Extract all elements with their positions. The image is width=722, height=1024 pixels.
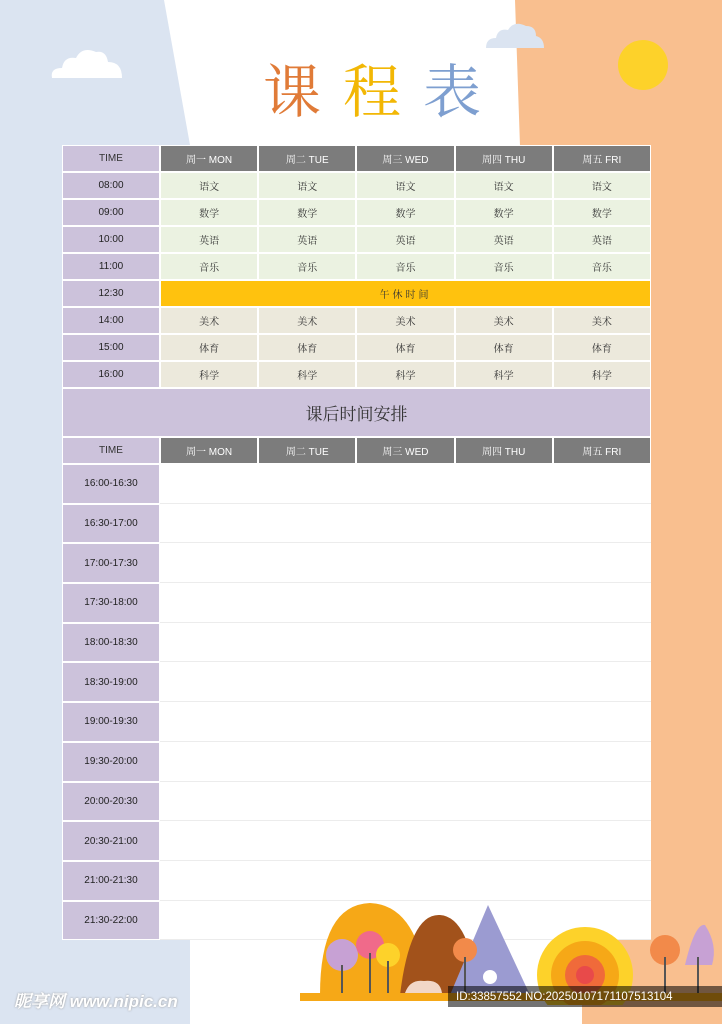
after-school-title: 课后时间安排 [62, 388, 651, 437]
subject-cell: 数学 [553, 199, 651, 226]
page-title [0, 45, 722, 129]
slot-time-cell: 20:30-21:00 [62, 821, 160, 861]
slot-cell[interactable] [160, 782, 258, 822]
subject-cell: 音乐 [356, 253, 454, 280]
subject-cell: 体育 [160, 334, 258, 361]
title-char: 表 [423, 58, 504, 126]
slot-cell[interactable] [356, 543, 454, 583]
subject-cell: 英语 [258, 226, 356, 253]
slot-cell[interactable] [455, 662, 553, 702]
header-day: 周二 TUE [258, 437, 356, 464]
slot-cell[interactable] [160, 901, 258, 941]
header-time: TIME [62, 437, 160, 464]
slot-cell[interactable] [356, 464, 454, 504]
slot-cell[interactable] [356, 782, 454, 822]
time-cell: 15:00 [62, 334, 160, 361]
tree-icon [685, 925, 714, 965]
slot-cell[interactable] [356, 702, 454, 742]
slot-cell[interactable] [258, 702, 356, 742]
slot-cell[interactable] [455, 742, 553, 782]
slot-cell[interactable] [553, 464, 651, 504]
time-cell: 14:00 [62, 307, 160, 334]
subject-cell: 数学 [160, 199, 258, 226]
slot-cell[interactable] [455, 782, 553, 822]
header-day: 周五 FRI [553, 145, 651, 172]
subject-cell: 体育 [258, 334, 356, 361]
watermark-site: 昵享网 www.nipic.cn [14, 992, 178, 1011]
after-school-table [62, 437, 651, 940]
subject-cell: 语文 [553, 172, 651, 199]
slot-cell[interactable] [553, 504, 651, 544]
subject-cell: 语文 [258, 172, 356, 199]
subject-cell: 英语 [455, 226, 553, 253]
slot-cell[interactable] [455, 464, 553, 504]
slot-cell[interactable] [455, 702, 553, 742]
subject-cell: 英语 [356, 226, 454, 253]
slot-time-cell: 17:00-17:30 [62, 543, 160, 583]
flower-icon [483, 970, 497, 984]
slot-cell[interactable] [455, 504, 553, 544]
subject-cell: 科学 [160, 361, 258, 388]
slot-time-cell: 19:30-20:00 [62, 742, 160, 782]
slot-cell[interactable] [455, 543, 553, 583]
subject-cell: 数学 [258, 199, 356, 226]
slot-cell[interactable] [160, 861, 258, 901]
slot-cell[interactable] [356, 504, 454, 544]
slot-cell[interactable] [258, 543, 356, 583]
slot-cell[interactable] [553, 543, 651, 583]
slot-cell[interactable] [160, 662, 258, 702]
time-cell: 09:00 [62, 199, 160, 226]
subject-cell: 数学 [455, 199, 553, 226]
slot-cell[interactable] [455, 583, 553, 623]
subject-cell: 美术 [160, 307, 258, 334]
header-day: 周三 WED [356, 145, 454, 172]
slot-cell[interactable] [258, 662, 356, 702]
subject-cell: 科学 [356, 361, 454, 388]
subject-cell: 体育 [553, 334, 651, 361]
slot-cell[interactable] [258, 464, 356, 504]
slot-time-cell: 21:30-22:00 [62, 901, 160, 941]
slot-cell[interactable] [356, 623, 454, 663]
slot-cell[interactable] [553, 702, 651, 742]
slot-cell[interactable] [553, 623, 651, 663]
slot-time-cell: 21:00-21:30 [62, 861, 160, 901]
subject-cell: 音乐 [455, 253, 553, 280]
title-char: 课 [262, 58, 343, 126]
header-day: 周一 MON [160, 437, 258, 464]
slot-cell[interactable] [160, 543, 258, 583]
header-day: 周二 TUE [258, 145, 356, 172]
slot-cell[interactable] [553, 662, 651, 702]
subject-cell: 语文 [356, 172, 454, 199]
slot-cell[interactable] [455, 821, 553, 861]
slot-time-cell: 17:30-18:00 [62, 583, 160, 623]
watermark-id: ID:33857552 NO:20250107171107513104 [448, 986, 722, 1007]
subject-cell: 音乐 [553, 253, 651, 280]
subject-cell: 语文 [455, 172, 553, 199]
slot-cell[interactable] [258, 821, 356, 861]
subject-cell: 美术 [553, 307, 651, 334]
slot-cell[interactable] [160, 504, 258, 544]
slot-cell[interactable] [160, 702, 258, 742]
slot-cell[interactable] [356, 583, 454, 623]
subject-cell: 美术 [356, 307, 454, 334]
header-time: TIME [62, 145, 160, 172]
slot-cell[interactable] [160, 821, 258, 861]
slot-cell[interactable] [258, 623, 356, 663]
slot-cell[interactable] [258, 782, 356, 822]
slot-time-cell: 16:30-17:00 [62, 504, 160, 544]
slot-cell[interactable] [258, 742, 356, 782]
subject-cell: 语文 [160, 172, 258, 199]
subject-cell: 美术 [258, 307, 356, 334]
slot-cell[interactable] [356, 662, 454, 702]
subject-cell: 音乐 [258, 253, 356, 280]
header-day: 周一 MON [160, 145, 258, 172]
subject-cell: 体育 [356, 334, 454, 361]
slot-cell[interactable] [553, 742, 651, 782]
slot-time-cell: 16:00-16:30 [62, 464, 160, 504]
slot-cell[interactable] [455, 623, 553, 663]
subject-cell: 体育 [455, 334, 553, 361]
time-cell: 12:30 [62, 280, 160, 307]
slot-cell[interactable] [356, 742, 454, 782]
time-cell: 11:00 [62, 253, 160, 280]
title-char: 程 [342, 58, 423, 126]
slot-cell[interactable] [160, 464, 258, 504]
subject-cell: 数学 [356, 199, 454, 226]
slot-cell[interactable] [553, 583, 651, 623]
header-day: 周五 FRI [553, 437, 651, 464]
time-cell: 10:00 [62, 226, 160, 253]
slot-cell[interactable] [553, 821, 651, 861]
time-cell: 16:00 [62, 361, 160, 388]
slot-time-cell: 18:00-18:30 [62, 623, 160, 663]
subject-cell: 英语 [160, 226, 258, 253]
slot-cell[interactable] [160, 623, 258, 663]
header-day: 周四 THU [455, 437, 553, 464]
header-day: 周四 THU [455, 145, 553, 172]
slot-cell[interactable] [160, 742, 258, 782]
subject-cell: 科学 [455, 361, 553, 388]
header-day: 周三 WED [356, 437, 454, 464]
slot-cell[interactable] [553, 782, 651, 822]
slot-time-cell: 20:00-20:30 [62, 782, 160, 822]
slot-cell[interactable] [258, 583, 356, 623]
slot-cell[interactable] [258, 504, 356, 544]
slot-time-cell: 18:30-19:00 [62, 662, 160, 702]
subject-cell: 科学 [258, 361, 356, 388]
slot-cell[interactable] [160, 583, 258, 623]
subject-cell: 音乐 [160, 253, 258, 280]
slot-cell[interactable] [356, 821, 454, 861]
lunch-break-cell: 午休时间 [160, 280, 651, 307]
slot-time-cell: 19:00-19:30 [62, 702, 160, 742]
subject-cell: 美术 [455, 307, 553, 334]
class-schedule-table [62, 145, 651, 388]
subject-cell: 英语 [553, 226, 651, 253]
subject-cell: 科学 [553, 361, 651, 388]
time-cell: 08:00 [62, 172, 160, 199]
